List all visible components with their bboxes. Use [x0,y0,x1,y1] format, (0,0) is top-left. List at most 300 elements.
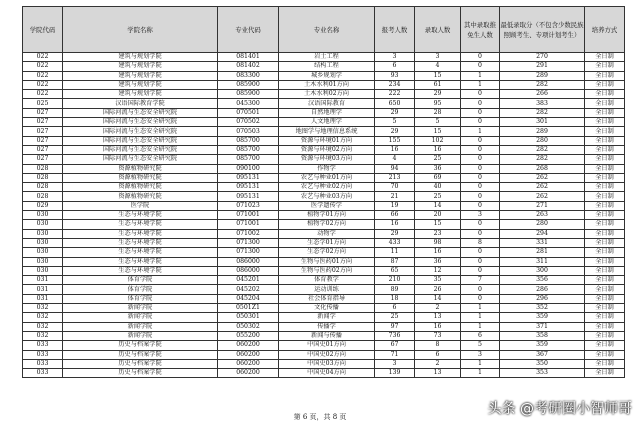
table-cell: 资源植物研究院 [63,173,218,182]
table-cell: 032 [23,313,63,322]
table-cell: 全日制 [585,285,625,294]
table-cell: 1 [461,359,500,368]
table-cell: 70 [375,183,415,192]
table-cell: 城乡规划学 [279,71,375,80]
table-cell: 086000 [218,257,279,266]
table-cell: 植物学02方向 [279,220,375,229]
table-cell: 289 [500,71,585,80]
table-cell: 3 [375,359,415,368]
table-cell: 全日制 [585,99,625,108]
table-cell: 全日制 [585,53,625,62]
table-cell: 传播学 [279,322,375,331]
table-cell: 医学遗传学 [279,201,375,210]
table-cell: 全日制 [585,183,625,192]
table-cell: 030 [23,266,63,275]
table-row [23,304,625,313]
table-cell: 282 [500,80,585,89]
table-cell: 262 [500,192,585,201]
table-cell: 14 [415,294,461,303]
table-cell: 生态与环境学院 [63,238,218,247]
table-cell: 结构工程 [279,62,375,71]
header-cell: 报考人数 [375,7,415,53]
table-cell: 资源植物研究院 [63,183,218,192]
table-cell: 383 [500,99,585,108]
table-cell: 045201 [218,276,279,285]
table-cell: 动物学 [279,229,375,238]
table-cell: 新闻学院 [63,304,218,313]
table-cell: 建筑与规划学院 [63,90,218,99]
table-row [23,211,625,220]
table-cell: 359 [500,313,585,322]
table-cell: 025 [23,99,63,108]
table-cell: 022 [23,71,63,80]
table-cell: 生态学01方向 [279,238,375,247]
table-cell: 农艺与种业01方向 [279,173,375,182]
table-cell: 1 [461,127,500,136]
table-cell: 300 [500,266,585,275]
table-cell: 358 [500,331,585,340]
table-cell: 历史与档案学院 [63,341,218,350]
table-cell: 19 [375,201,415,210]
table-cell: 土木水利01方向 [279,80,375,89]
table-cell: 028 [23,183,63,192]
table-row [23,220,625,229]
table-cell: 25 [415,155,461,164]
table-row [23,313,625,322]
table-row [23,266,625,275]
table-cell: 6 [375,304,415,313]
table-cell: 0 [461,53,500,62]
table-cell: 1 [461,71,500,80]
table-cell: 070503 [218,127,279,136]
table-cell: 95 [415,99,461,108]
table-cell: 65 [375,266,415,275]
table-cell: 全日制 [585,294,625,303]
table-cell: 体育学院 [63,276,218,285]
table-cell: 5 [461,341,500,350]
table-row [23,53,625,62]
table-cell: 26 [415,285,461,294]
table-cell: 0 [461,99,500,108]
table-cell: 13 [415,313,461,322]
table-cell: 085700 [218,145,279,154]
table-cell: 081402 [218,62,279,71]
table-cell: 国际河流与生态安全研究院 [63,127,218,136]
table-cell: 13 [415,369,461,378]
table-cell: 060200 [218,341,279,350]
table-cell: 281 [500,248,585,257]
table-cell: 0 [461,257,500,266]
table-cell: 29 [375,127,415,136]
table-cell: 新闻学 [279,313,375,322]
table-cell: 030 [23,220,63,229]
table-cell: 新闻学院 [63,322,218,331]
table-cell: 23 [415,229,461,238]
table-cell: 6 [461,331,500,340]
table-cell: 3 [461,211,500,220]
table-cell: 全日制 [585,192,625,201]
table-cell: 汉语国际教育学院 [63,99,218,108]
table-cell: 农艺与种业02方向 [279,183,375,192]
table-cell: 027 [23,155,63,164]
table-row [23,248,625,257]
table-cell: 085900 [218,90,279,99]
table-cell: 全日制 [585,369,625,378]
table-cell: 作物学 [279,164,375,173]
table-cell: 资源与环境01方向 [279,136,375,145]
table-cell: 全日制 [585,108,625,117]
watermark: 头条 @考研圈小智师哥 [487,401,632,417]
table-cell: 1 [461,369,500,378]
table-cell: 建筑与规划学院 [63,53,218,62]
table-cell: 全日制 [585,331,625,340]
table-cell: 16 [415,322,461,331]
table-cell: 102 [415,136,461,145]
table-cell: 历史与档案学院 [63,369,218,378]
table-cell: 5 [375,118,415,127]
table-cell: 全日制 [585,248,625,257]
table-cell: 071002 [218,229,279,238]
table-cell: 045300 [218,99,279,108]
table-row [23,201,625,210]
table-cell: 032 [23,331,63,340]
table-cell: 资源与环境03方向 [279,155,375,164]
table-cell: 体育学院 [63,285,218,294]
table-cell: 028 [23,192,63,201]
table-cell: 28 [415,108,461,117]
table-cell: 3 [461,350,500,359]
table-cell: 生态与环境学院 [63,211,218,220]
table-row [23,229,625,238]
table-cell: 7 [461,276,500,285]
table-row [23,155,625,164]
table-cell: 0 [461,294,500,303]
table-cell: 国际河流与生态安全研究院 [63,145,218,154]
table-cell: 331 [500,238,585,247]
table-cell: 89 [375,285,415,294]
table-cell: 全日制 [585,304,625,313]
table-cell: 071023 [218,201,279,210]
table-cell: 371 [500,322,585,331]
table-cell: 历史与档案学院 [63,359,218,368]
table-cell: 地图学与地理信息系统 [279,127,375,136]
table-cell: 新闻学院 [63,331,218,340]
table-cell: 98 [415,238,461,247]
table-cell: 356 [500,276,585,285]
header-cell: 最低录取分（不包含少数民族照顾考生、专项计划考生） [500,7,585,53]
table-cell: 0 [461,266,500,275]
table-cell: 5 [415,118,461,127]
table-cell: 301 [500,118,585,127]
table-cell: 027 [23,108,63,117]
table-cell: 1 [461,304,500,313]
table-row [23,285,625,294]
table-cell: 027 [23,127,63,136]
table-cell: 367 [500,350,585,359]
table-cell: 4 [415,62,461,71]
table-row [23,350,625,359]
table-cell: 35 [415,276,461,285]
table-cell: 433 [375,238,415,247]
table-cell: 222 [375,90,415,99]
table-cell: 生物与医药01方向 [279,257,375,266]
table-cell: 中国史03方向 [279,359,375,368]
table-cell: 095131 [218,183,279,192]
table-cell: 21 [375,192,415,201]
table-cell: 16 [415,248,461,257]
table-cell: 282 [500,108,585,117]
table-cell: 29 [375,229,415,238]
table-cell: 050302 [218,322,279,331]
table-cell: 体育教学 [279,276,375,285]
table-cell: 建筑与规划学院 [63,71,218,80]
table-cell: 311 [500,257,585,266]
table-cell: 045204 [218,294,279,303]
table-cell: 6 [375,62,415,71]
table-cell: 全日制 [585,322,625,331]
table-row [23,369,625,378]
table-cell: 植物学01方向 [279,211,375,220]
table-cell: 033 [23,341,63,350]
table-cell: 0 [461,220,500,229]
table-cell: 资源植物研究院 [63,164,218,173]
table-row [23,276,625,285]
table-cell: 全日制 [585,257,625,266]
table-cell: 1 [461,313,500,322]
table-cell: 3 [375,53,415,62]
table-cell: 095131 [218,173,279,182]
page-footer: 第 6 页，共 8 页 [293,413,347,421]
table-cell: 060200 [218,369,279,378]
table-cell: 全日制 [585,80,625,89]
table-cell: 全日制 [585,266,625,275]
table-cell: 生态与环境学院 [63,248,218,257]
table-cell: 033 [23,359,63,368]
table-row [23,62,625,71]
table-cell: 0 [461,173,500,182]
table-cell: 25 [415,192,461,201]
header-cell: 学院名称 [63,7,218,53]
table-cell: 全日制 [585,90,625,99]
table-cell: 2 [415,359,461,368]
table-row [23,80,625,89]
table-cell: 18 [375,294,415,303]
table-cell: 全日制 [585,71,625,80]
table-cell: 建筑与规划学院 [63,80,218,89]
table-cell: 66 [375,211,415,220]
table-cell: 028 [23,164,63,173]
table-cell: 全日制 [585,136,625,145]
table-cell: 022 [23,80,63,89]
table-body [23,53,625,378]
table-cell: 全日制 [585,145,625,154]
table-cell: 国际河流与生态安全研究院 [63,118,218,127]
table-cell: 国际河流与生态安全研究院 [63,108,218,117]
header-row [23,7,625,53]
table-cell: 0 [461,118,500,127]
table-cell: 070502 [218,118,279,127]
table-cell: 全日制 [585,220,625,229]
table-cell: 61 [415,80,461,89]
table-cell: 全日制 [585,62,625,71]
table-cell: 94 [375,164,415,173]
table-cell: 0 [461,285,500,294]
table-cell: 268 [500,164,585,173]
table-row [23,118,625,127]
table-cell: 289 [500,127,585,136]
table-row [23,127,625,136]
table-cell: 全日制 [585,238,625,247]
table-cell: 296 [500,294,585,303]
table-cell: 15 [415,127,461,136]
table-cell: 030 [23,248,63,257]
table-cell: 0 [461,183,500,192]
admission-table [22,6,625,378]
table-row [23,145,625,154]
table-cell: 全日制 [585,201,625,210]
table-cell: 11 [375,248,415,257]
table-cell: 286 [500,285,585,294]
table-cell: 262 [500,183,585,192]
table-cell: 69 [415,173,461,182]
table-cell: 266 [500,90,585,99]
table-cell: 650 [375,99,415,108]
admission-table-sheet [22,6,624,378]
table-cell: 资源植物研究院 [63,192,218,201]
table-cell: 71 [375,350,415,359]
table-cell: 031 [23,285,63,294]
table-cell: 071001 [218,211,279,220]
table-cell: 071300 [218,238,279,247]
table-cell: 生态与环境学院 [63,257,218,266]
table-cell: 060200 [218,359,279,368]
table-cell: 新闻与传播 [279,331,375,340]
table-cell: 中国史02方向 [279,350,375,359]
header-cell: 录取人数 [415,7,461,53]
table-row [23,257,625,266]
table-cell: 全日制 [585,350,625,359]
table-cell: 032 [23,304,63,313]
table-cell: 汉语国际教育 [279,99,375,108]
table-row [23,90,625,99]
table-row [23,108,625,117]
table-cell: 农艺与种业03方向 [279,192,375,201]
table-cell: 291 [500,62,585,71]
header-cell: 其中录取推免生人数 [461,7,500,53]
table-cell: 25 [375,313,415,322]
table-cell: 045202 [218,285,279,294]
table-cell: 030 [23,211,63,220]
table-cell: 全日制 [585,276,625,285]
table-cell: 历史与档案学院 [63,350,218,359]
table-cell: 060200 [218,350,279,359]
table-cell: 全日制 [585,211,625,220]
table-row [23,136,625,145]
table-cell: 社会体育指导 [279,294,375,303]
table-cell: 36 [415,164,461,173]
table-cell: 0 [461,145,500,154]
table-cell: 体育学院 [63,294,218,303]
table-cell: 031 [23,294,63,303]
table-cell: 081401 [218,53,279,62]
table-cell: 0 [461,136,500,145]
table-cell: 353 [500,369,585,378]
table-row [23,331,625,340]
table-cell: 263 [500,211,585,220]
table-cell: 022 [23,90,63,99]
table-cell: 271 [500,201,585,210]
table-cell: 022 [23,62,63,71]
table-cell: 15 [415,71,461,80]
table-cell: 97 [375,322,415,331]
table-cell: 030 [23,257,63,266]
table-row [23,99,625,108]
table-cell: 022 [23,53,63,62]
table-cell: 071001 [218,220,279,229]
table-cell: 1 [461,80,500,89]
table-cell: 中国史04方向 [279,369,375,378]
table-cell: 050301 [218,313,279,322]
table-cell: 070501 [218,108,279,117]
header-cell: 专业名称 [279,7,375,53]
table-cell: 139 [375,369,415,378]
table-cell: 全日制 [585,155,625,164]
table-cell: 086000 [218,266,279,275]
table-cell: 027 [23,145,63,154]
table-row [23,164,625,173]
table-cell: 14 [415,201,461,210]
table-cell: 033 [23,369,63,378]
table-cell: 055200 [218,331,279,340]
table-cell: 16 [375,220,415,229]
table-cell: 234 [375,80,415,89]
table-cell: 生物与医药02方向 [279,266,375,275]
table-cell: 2 [415,304,461,313]
table-cell: 文化传播 [279,304,375,313]
table-cell: 自然地理学 [279,108,375,117]
table-cell: 医学院 [63,201,218,210]
table-cell: 280 [500,136,585,145]
table-cell: 岩土工程 [279,53,375,62]
table-cell: 1 [461,322,500,331]
table-cell: 67 [375,341,415,350]
table-cell: 090100 [218,164,279,173]
header-cell: 学院代码 [23,7,63,53]
table-row [23,341,625,350]
table-cell: 085700 [218,155,279,164]
table-cell: 0 [461,192,500,201]
table-cell: 0 [461,164,500,173]
table-cell: 027 [23,118,63,127]
table-cell: 全日制 [585,127,625,136]
table-row [23,238,625,247]
table-cell: 6 [415,350,461,359]
table-cell: 40 [415,183,461,192]
table-cell: 071300 [218,248,279,257]
table-cell: 270 [500,53,585,62]
table-cell: 029 [23,201,63,210]
table-cell: 352 [500,304,585,313]
table-cell: 29 [415,90,461,99]
table-cell: 033 [23,350,63,359]
table-cell: 73 [415,331,461,340]
table-cell: 中国史01方向 [279,341,375,350]
table-row [23,294,625,303]
table-cell: 生态与环境学院 [63,220,218,229]
table-cell: 16 [375,145,415,154]
table-cell: 736 [375,331,415,340]
table-cell: 土木水利02方向 [279,90,375,99]
